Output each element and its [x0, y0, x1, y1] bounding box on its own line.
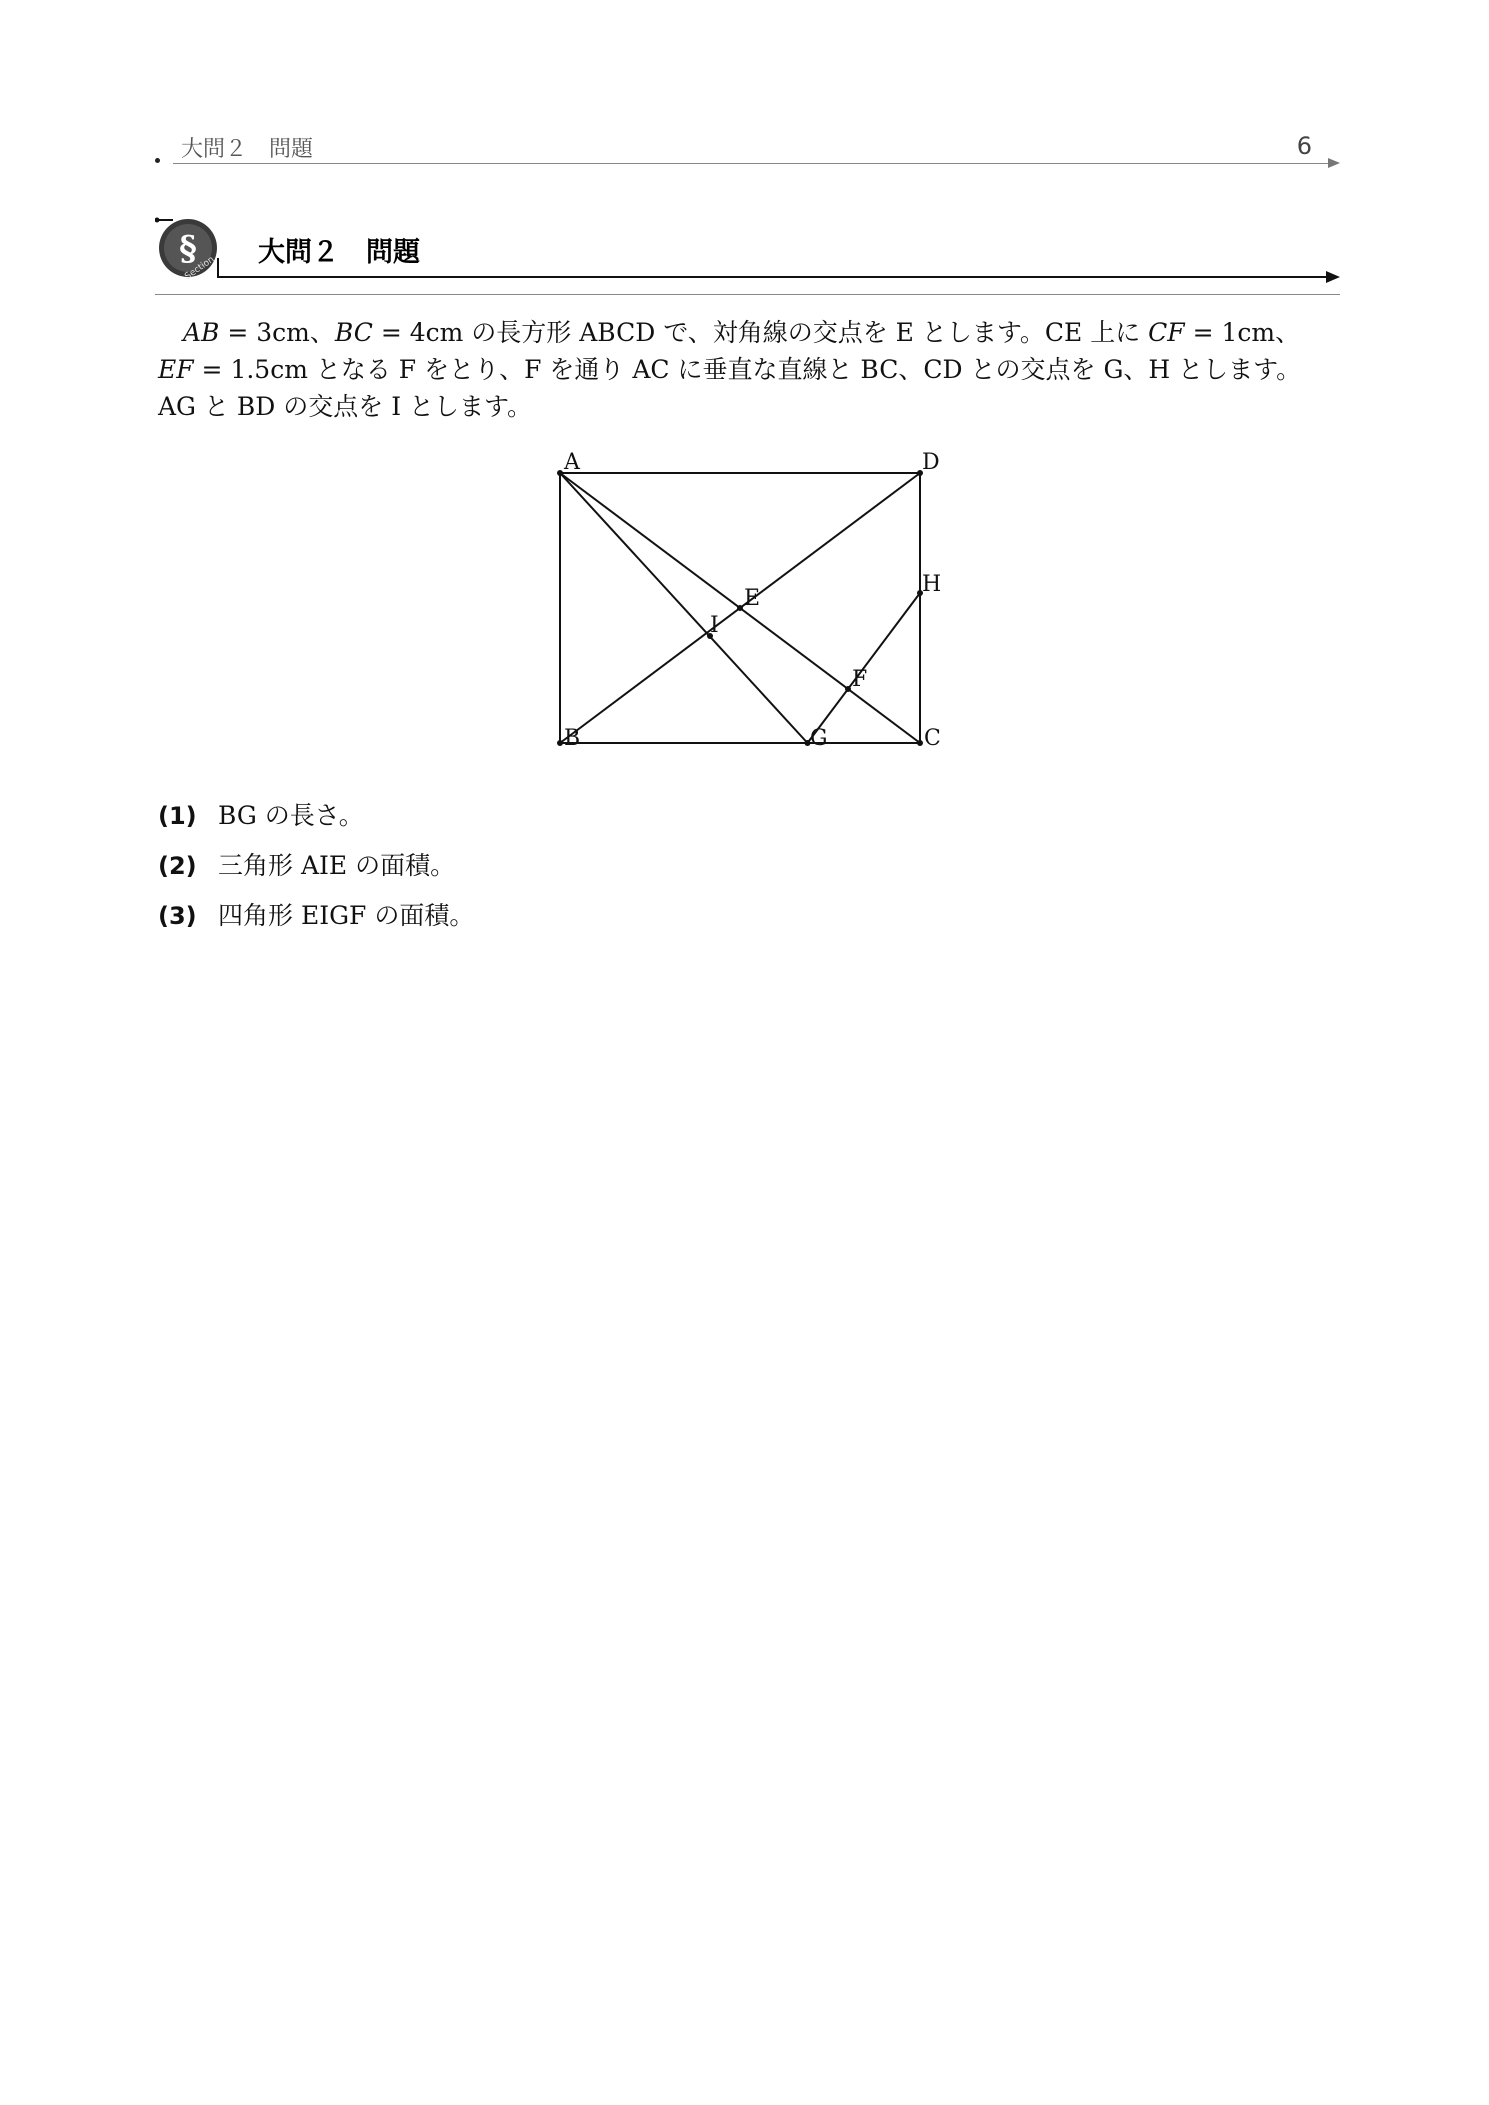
geometry-diagram	[540, 448, 960, 758]
point-c	[917, 740, 923, 746]
question-number: (2)	[158, 852, 197, 880]
geometry-figure	[540, 448, 960, 758]
section-logo-text: Section	[183, 254, 217, 282]
question-3	[158, 896, 474, 932]
label-h: H	[922, 572, 942, 597]
question-text: BG の長さ。	[218, 801, 364, 830]
problem-line-2	[158, 351, 1340, 388]
section-underline	[155, 294, 1340, 295]
section-rule	[217, 276, 1326, 278]
running-header	[155, 128, 1340, 164]
section-tick	[217, 258, 219, 278]
problem-line-1	[158, 314, 1340, 351]
label-g: G	[810, 726, 828, 751]
text-eq3: = 1cm、	[1184, 318, 1301, 347]
text-eq2: = 4cm の長方形 ABCD で、対角線の交点を E とします。CE 上に	[372, 318, 1149, 347]
point-e	[737, 605, 743, 611]
label-a: A	[564, 450, 580, 475]
label-e: E	[744, 586, 761, 611]
section-logo-glyph: §	[179, 229, 197, 269]
section-title: 大問２ 問題	[258, 237, 420, 268]
label-b: B	[564, 726, 581, 751]
question-text: 三角形 AIE の面積。	[218, 851, 456, 880]
var-ab: AB	[183, 318, 220, 347]
point-b	[557, 740, 563, 746]
label-i: I	[710, 613, 719, 638]
question-text: 四角形 EIGF の面積。	[218, 901, 475, 930]
text-eq1: = 3cm、	[219, 318, 335, 347]
header-rule	[173, 163, 1330, 164]
header-dot	[155, 158, 160, 163]
label-d: D	[922, 450, 940, 475]
var-cf: CF	[1148, 318, 1185, 347]
label-c: C	[924, 726, 941, 751]
segment-ag	[560, 473, 808, 743]
point-a	[557, 470, 563, 476]
header-arrow-icon	[1328, 158, 1340, 168]
point-f	[845, 686, 851, 692]
page-number: 6	[1296, 132, 1312, 160]
problem-line-3: AG と BD の交点を I とします。	[158, 392, 533, 421]
question-2	[158, 846, 455, 882]
text-line2: = 1.5cm となる F をとり、F を通り AC に垂直な直線と BC、CD との交点を G、H とします。	[193, 355, 1302, 384]
section-heading	[155, 212, 1340, 296]
problem-statement	[158, 314, 1340, 425]
var-bc: BC	[334, 318, 373, 347]
label-f: F	[852, 667, 868, 692]
question-number: (3)	[158, 902, 197, 930]
section-logo-icon	[155, 212, 225, 282]
running-title: 大問２ 問題	[181, 137, 314, 162]
section-arrow-icon	[1326, 271, 1340, 283]
question-1	[158, 796, 364, 832]
var-ef: EF	[158, 355, 194, 384]
question-number: (1)	[158, 802, 197, 830]
